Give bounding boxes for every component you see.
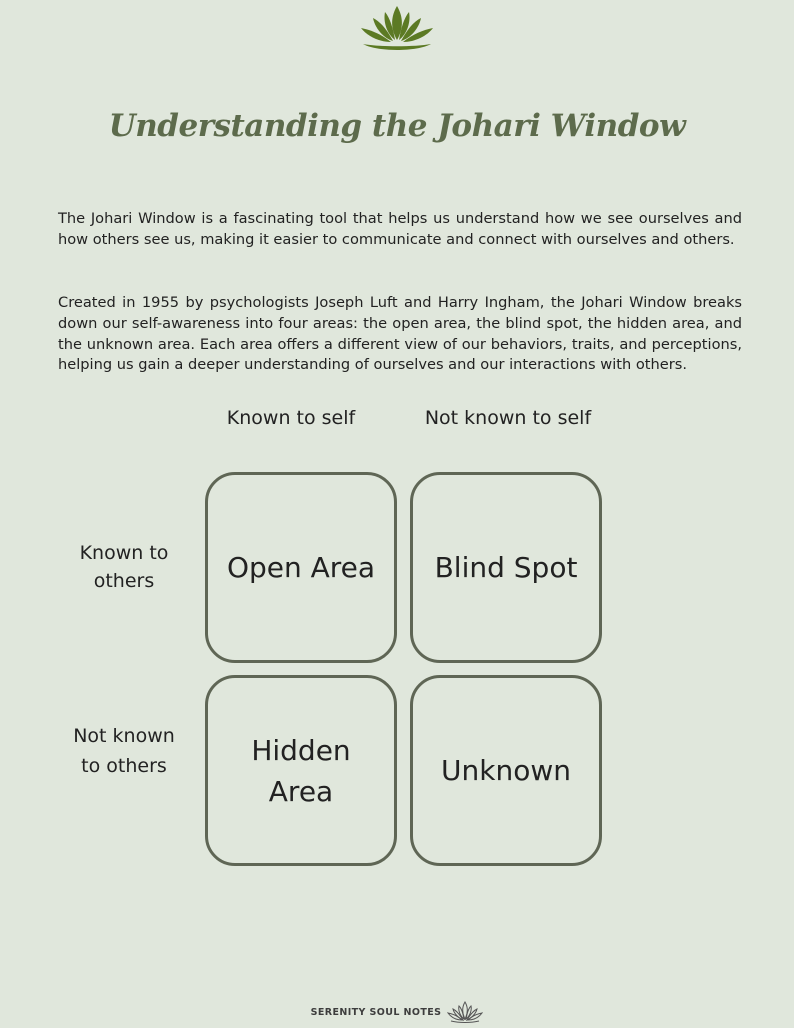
quadrant-unknown	[410, 675, 602, 866]
quadrant-open-area	[205, 472, 397, 663]
row-header-not-known-to-others	[58, 721, 190, 781]
row-header-known-to-others	[58, 539, 190, 595]
quadrant-label: Blind Spot	[434, 551, 578, 584]
history-paragraph: Created in 1955 by psychologists Joseph Luft and Harry Ingham, the Johari Window breaks down our self-awareness into four areas: the open area, the blind spot, the hidden area, and the unknown area. Each area offers a different view of our behaviors, traits, and perceptions, helping us gain a deeper understanding of ourselves and our interactions with others.	[58, 294, 742, 374]
quadrant-label: Unknown	[441, 754, 571, 787]
quadrant-hidden-area	[205, 675, 397, 866]
column-header-not-known-to-self: Not known to self	[424, 407, 592, 429]
column-header-known-to-self: Known to self	[226, 407, 356, 429]
lotus-outline-icon	[447, 1000, 483, 1024]
row-header-label: Known to others	[79, 542, 169, 592]
quadrant-label: Hidden Area	[251, 733, 351, 808]
footer-brand: SERENITY SOUL NOTES	[310, 1006, 442, 1018]
intro-paragraph: The Johari Window is a fascinating tool that helps us understand how we see ourselves and how others see us, making it easier to communicate and connect with ourselves and others.	[58, 210, 742, 248]
page-title: Understanding the Johari Window	[108, 108, 686, 144]
footer	[0, 1000, 794, 1024]
quadrant-blind-spot	[410, 472, 602, 663]
quadrant-label: Open Area	[226, 551, 376, 584]
row-header-label: Not known to others	[73, 725, 175, 777]
lotus-icon	[355, 0, 439, 56]
